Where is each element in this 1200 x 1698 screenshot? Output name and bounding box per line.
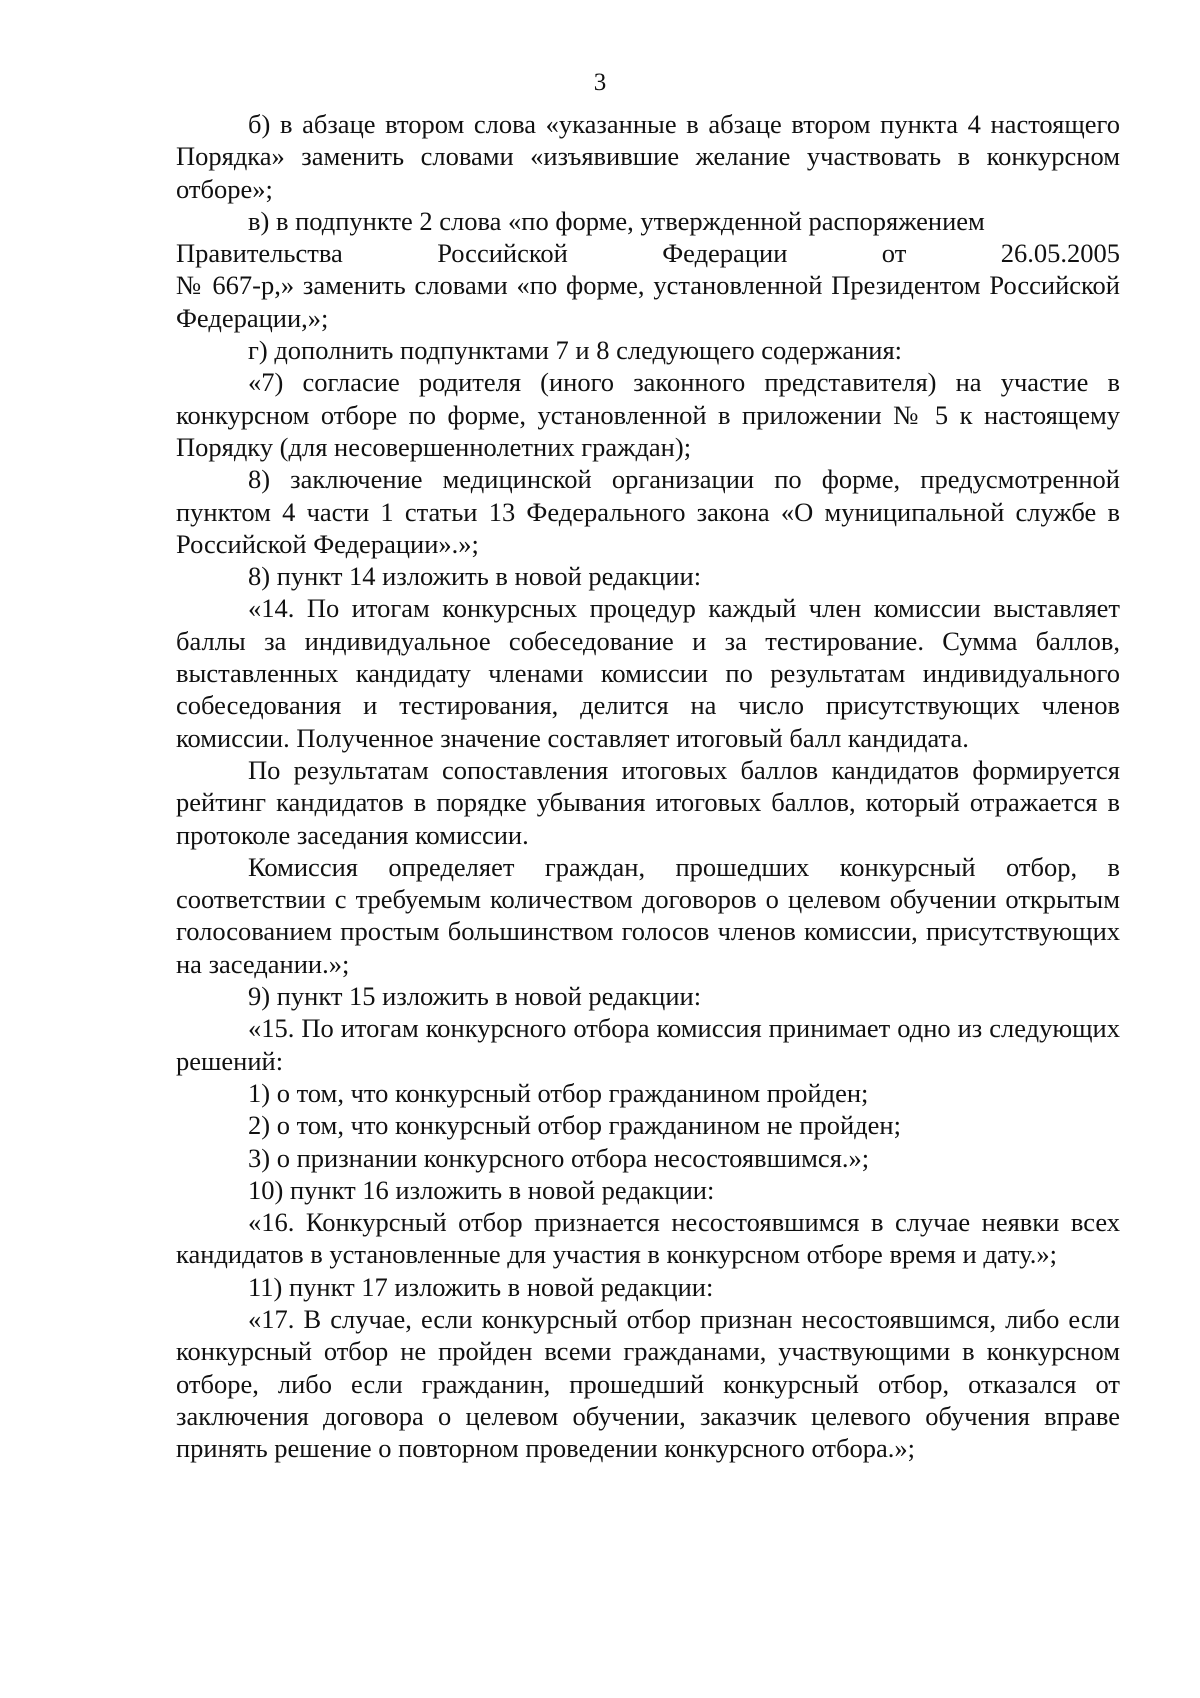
paragraph-v-line1: в) в подпункте 2 слова «по форме, утвержденной распоряжением <box>248 205 985 236</box>
paragraph-decision-2: 2) о том, что конкурсный отбор гражданином не пройден; <box>248 1110 901 1141</box>
paragraph-commission: Комиссия определяет граждан, прошедших конкурсный отбор, в соответствии с требуемым количеством договоров о целевом обучении открытым голосованием простым большинством голосов членов комиссии, присутствующих на заседании.»; <box>176 851 1120 979</box>
paragraph-16: «16. Конкурсный отбор признается несостоявшимся в случае неявки всех кандидатов в установленные для участия в конкурсном отборе время и дату.»; <box>176 1207 1120 1270</box>
paragraph-15: «15. По итогам конкурсного отбора комиссия принимает одно из следующих решений: <box>176 1013 1120 1076</box>
paragraph-decision-3: 3) о признании конкурсного отбора несостоявшимся.»; <box>248 1142 870 1173</box>
gov-word-2: Российской <box>437 238 568 269</box>
paragraph-rating: По результатам сопоставления итоговых баллов кандидатов формируется рейтинг кандидатов в порядке убывания итоговых баллов, который отражается в протоколе заседания комиссии. <box>176 754 1120 850</box>
paragraph-14: «14. По итогам конкурсных процедур каждый член комиссии выставляет баллы за индивидуальное собеседование и за тестирование. Сумма баллов, выставленных кандидату членами комиссии по результатам индивидуального собеседования и тестирования, делится на число присутствующих членов комиссии. Полученное значение составляет итоговый балл кандидата. <box>176 593 1120 753</box>
paragraph-g: г) дополнить подпунктами 7 и 8 следующего содержания: <box>248 335 903 366</box>
paragraph-b: б) в абзаце втором слова «указанные в абзаце втором пункта 4 настоящего Порядка» заменить словами «изъявившие желание участвовать в конкурсном отборе»; <box>176 109 1120 204</box>
paragraph-decision-1: 1) о том, что конкурсный отбор гражданином пройден; <box>248 1077 869 1108</box>
paragraph-17: «17. В случае, если конкурсный отбор признан несостоявшимся, либо если конкурсный отбор не пройден всеми гражданами, участвующими в конкурсном отборе, либо если гражданин, прошедший конкурсный отбор, отказался от заключения договора о целевом обучении, заказчик целевого обучения вправе принять решение о повторном проведении конкурсного отбора.»; <box>176 1303 1120 1464</box>
paragraph-point-9: 9) пункт 15 изложить в новой редакции: <box>248 981 702 1012</box>
document-body <box>176 108 1120 1464</box>
gov-word-5: 26.05.2005 <box>1000 238 1120 269</box>
paragraph-point-11: 11) пункт 17 изложить в новой редакции: <box>248 1271 714 1302</box>
paragraph-point-10: 10) пункт 16 изложить в новой редакции: <box>248 1174 715 1205</box>
paragraph-v-spaced-line <box>176 237 1120 269</box>
paragraph-item-8: 8) заключение медицинской организации по форме, предусмотренной пунктом 4 части 1 статьи 13 Федерального закона «О муниципальной службе в Российской Федерации».»; <box>176 464 1120 559</box>
gov-word-1: Правительства <box>176 238 343 269</box>
paragraph-v-continuation: № 667-р,» заменить словами «по форме, установленной Президентом Российской Федерации,»; <box>176 270 1120 333</box>
paragraph-item-7: «7) согласие родителя (иного законного представителя) на участие в конкурсном отборе по форме, установленной в приложении № 5 к настоящему Порядку (для несовершеннолетних граждан); <box>176 367 1120 462</box>
gov-word-4: от <box>881 238 907 269</box>
paragraph-point-8: 8) пункт 14 изложить в новой редакции: <box>248 561 702 592</box>
gov-word-3: Федерации <box>662 238 788 269</box>
page-number: 3 <box>593 69 607 96</box>
